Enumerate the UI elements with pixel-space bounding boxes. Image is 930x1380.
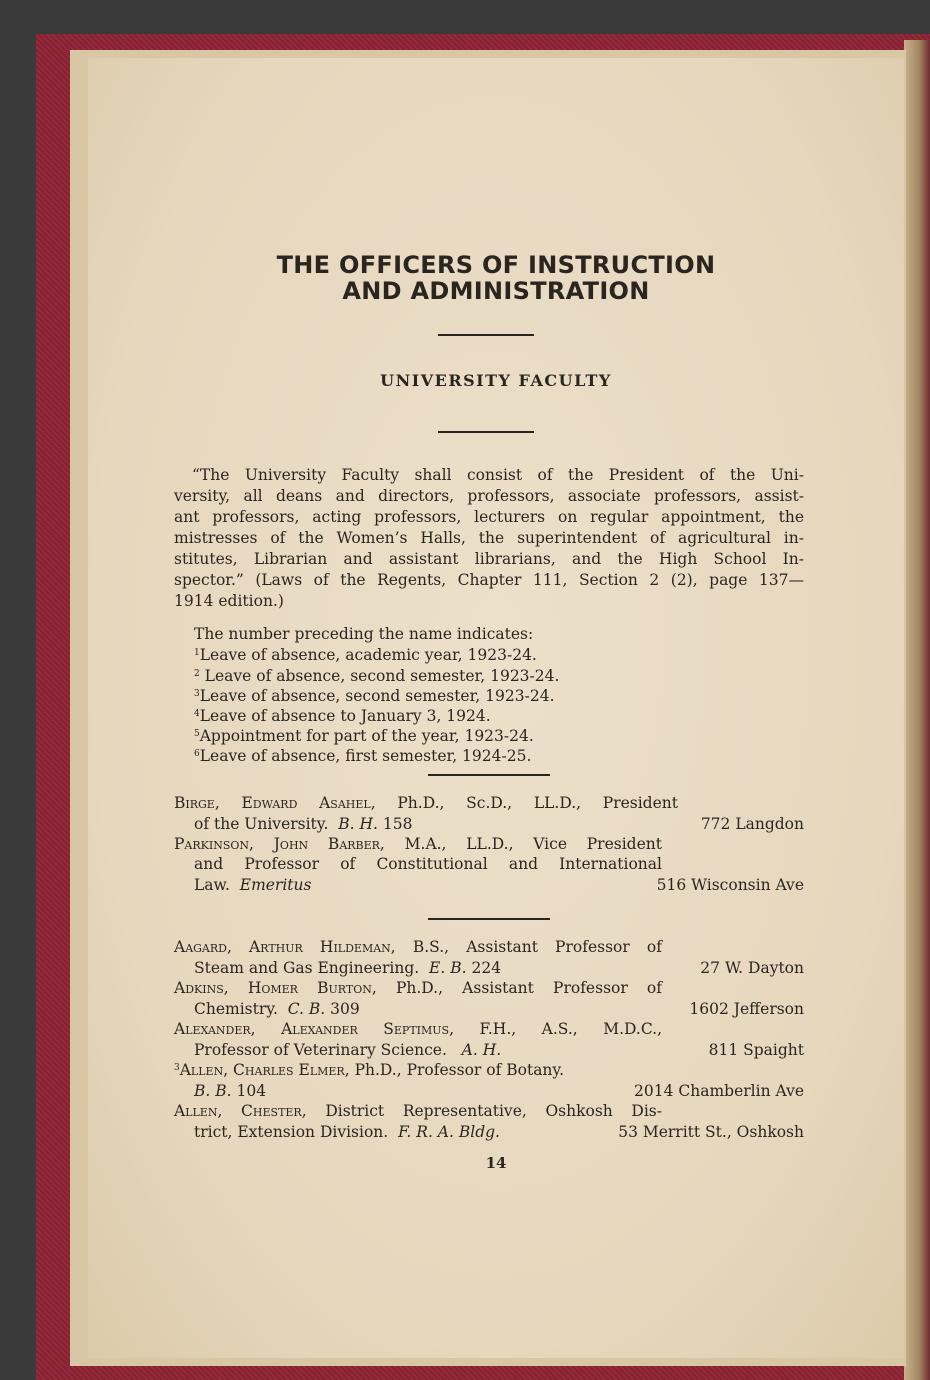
quote-line: stitutes, Librarian and assistant librarians, and the High School In- [174,550,804,568]
note-item: $^4$Leave of absence to January 3, 1924. [194,707,491,725]
page-number: 14 [485,1154,507,1172]
entry-adkins: Adkins, Homer Burton, Ph.D., Assistant Professor of [174,979,662,997]
book-page [88,58,904,1358]
entry-adkins-address: 1602 Jefferson [689,1000,804,1018]
entry-parkinson: Parkinson, John Barber, M.A., LL.D., Vice President [174,835,662,853]
quote-line: spector.” (Laws of the Regents, Chapter 111, Section 2 (2), page 137— [174,571,804,589]
entry-birge: Birge, Edward Asahel, Ph.D., Sc.D., LL.D., President [174,794,678,812]
entry-allen-chester-address: 53 Merritt St., Oshkosh [618,1123,804,1141]
entry-allen-charles-address: 2014 Chamberlin Ave [634,1082,804,1100]
entry-aagard-address: 27 W. Dayton [700,959,804,977]
entry-parkinson-cont: and Professor of Constitutional and International [194,855,662,873]
notes-divider [428,774,550,776]
entry-birge-cont: of the University. B. H. 158 [194,815,413,833]
entry-aagard: Aagard, Arthur Hildeman, B.S., Assistant Professor of [174,938,662,956]
title-divider [438,334,534,336]
entry-birge-address: 772 Langdon [700,815,804,833]
entry-adkins-cont: Chemistry. C. B. 309 [194,1000,360,1018]
quote-line: “The University Faculty shall consist of the President of the Uni- [192,466,804,484]
quote-line: mistresses of the Women’s Halls, the superintendent of agricultural in- [174,529,804,547]
entry-alexander-cont: Professor of Veterinary Science. A. H. [194,1041,502,1059]
note-item: $^1$Leave of absence, academic year, 1923-24. [194,646,537,664]
entry-allen-chester-cont: trict, Extension Division. F. R. A. Bldg. [194,1123,500,1141]
officers-divider [428,918,550,920]
entry-allen-charles: $^3$Allen, Charles Elmer, Ph.D., Professor of Botany. [174,1061,565,1079]
entry-aagard-cont: Steam and Gas Engineering. E. B. 224 [194,959,502,977]
section-title: UNIVERSITY FACULTY [380,371,612,390]
quote-line: ant professors, acting professors, lecturers on regular appointment, the [174,508,804,526]
notes-intro: The number preceding the name indicates: [194,625,534,643]
note-item: $^5$Appointment for part of the year, 1923-24. [194,727,534,745]
note-item: $^2$ Leave of absence, second semester, 1923-24. [194,667,560,685]
note-item: $^3$Leave of absence, second semester, 1923-24. [194,687,555,705]
facing-page-edge [904,40,930,1380]
entry-parkinson-address: 516 Wisconsin Ave [656,876,804,894]
note-item: $^6$Leave of absence, first semester, 1924-25. [194,747,532,765]
section-divider [438,431,534,433]
quote-line: versity, all deans and directors, professors, associate professors, assist- [174,487,804,505]
entry-allen-chester: Allen, Chester, District Representative, Oshkosh Dis- [174,1102,662,1120]
quote-line: 1914 edition.) [174,592,284,610]
entry-parkinson-cont: Law. Emeritus [194,876,312,894]
entry-alexander-address: 811 Spaight [708,1041,804,1059]
entry-alexander: Alexander, Alexander Septimus, F.H., A.S., M.D.C., [174,1020,662,1038]
page-title-line-2: AND ADMINISTRATION [342,277,650,305]
entry-allen-charles-cont: B. B. 104 [194,1082,267,1100]
page-title-line-1: THE OFFICERS OF INSTRUCTION [276,251,716,279]
